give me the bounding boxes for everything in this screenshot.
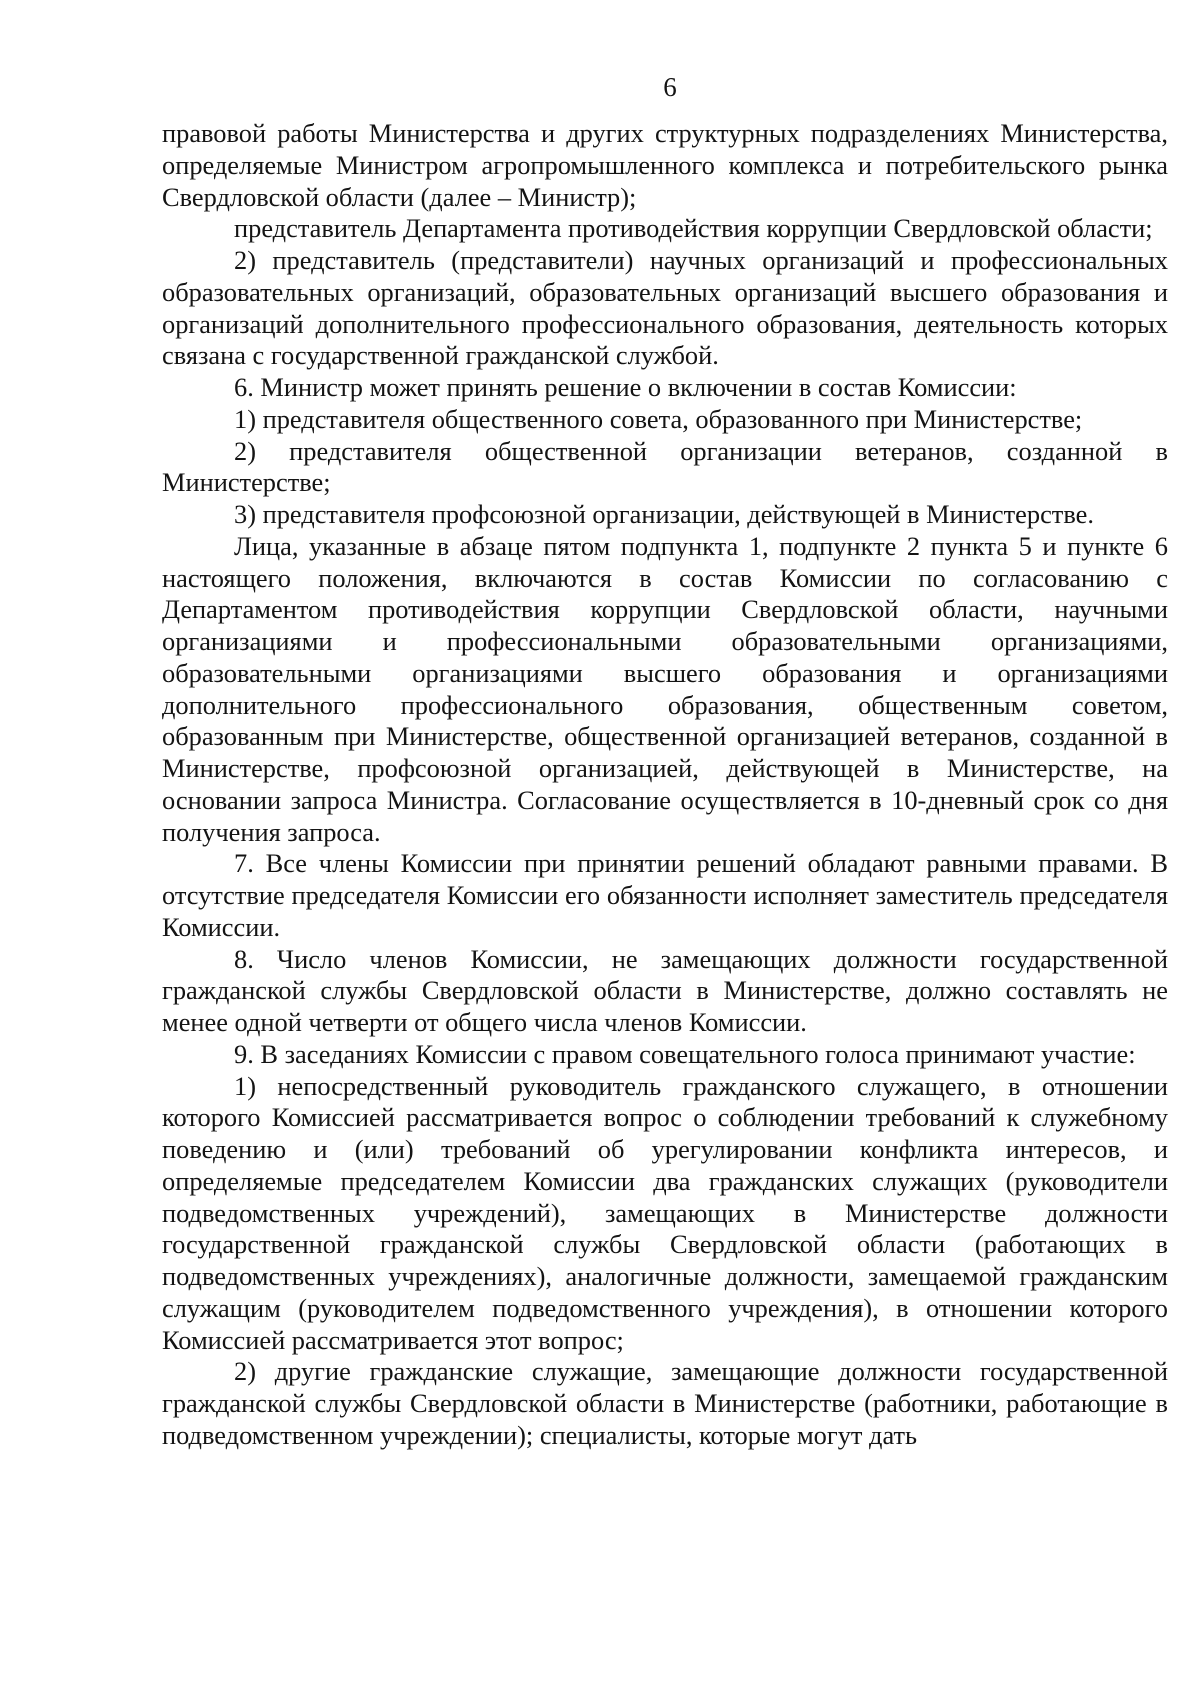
paragraph: Лица, указанные в абзаце пятом подпункта 1, подпункте 2 пункта 5 и пункте 6 настоящего положения, включаются в состав Комиссии по согласованию с Департаментом противодействия коррупции Свердловской области, научными организациями и профессиональными образовательными организациями, образовательными организациями высшего образования и организациями дополнительного профессионального образования, общественным советом, образованным при Министерстве, общественной организацией ветеранов, созданной в Министерстве, профсоюзной организацией, действующей в Министерстве, на основании запроса Министра. Согласование осуществляется в 10-дневный срок со дня получения запроса. [162, 530, 1168, 847]
paragraph: 1) представителя общественного совета, образованного при Министерстве; [234, 403, 1083, 434]
document-body [162, 118, 1168, 1452]
paragraph: 3) представителя профсоюзной организации, действующей в Министерстве. [234, 499, 1094, 529]
paragraph: 6. Министр может принять решение о включении в состав Комиссии: [234, 372, 1017, 402]
paragraph: правовой работы Министерства и других структурных подразделениях Министерства, определяемые Министром агропромышленного комплекса и потребительского рынка Свердловской области (далее – Министр); [162, 118, 1168, 212]
page-number: 6 [663, 72, 677, 102]
paragraph: 8. Число членов Комиссии, не замещающих должности государственной гражданской службы Свердловской области в Министерстве, должно составлять не менее одной четверти от общего числа членов Комиссии. [162, 943, 1168, 1037]
paragraph: представитель Департамента противодействия коррупции Свердловской области; [234, 213, 1153, 244]
paragraph: 2) представителя общественной организации ветеранов, созданной в Министерстве; [162, 435, 1168, 498]
paragraph: 9. В заседаниях Комиссии с правом совещательного голоса принимают участие: [234, 1038, 1136, 1069]
paragraph: 2) другие гражданские служащие, замещающие должности государственной гражданской службы Свердловской области в Министерстве (работники, работающие в подведомственном учреждении); специалисты, которые могут дать [162, 1356, 1168, 1450]
paragraph: 1) непосредственный руководитель гражданского служащего, в отношении которого Комиссией рассматривается вопрос о соблюдении требований к служебному поведению и (или) требований об урегулировании конфликта интересов, и определяемые председателем Комиссии два гражданских служащих (руководители подведомственных учреждений), замещающих в Министерстве должности государственной гражданской службы Свердловской области (работающих в подведомственных учреждениях), аналогичные должности, замещаемой гражданским служащим (руководителем подведомственного учреждения), в отношении которого Комиссией рассматривается этот вопрос; [162, 1070, 1168, 1355]
paragraph: 2) представитель (представители) научных организаций и профессиональных образовательных организаций, образовательных организаций высшего образования и организаций дополнительного профессионального образования, деятельность которых связана с государственной гражданской службой. [162, 245, 1168, 371]
paragraph: 7. Все члены Комиссии при принятии решений обладают равными правами. В отсутствие председателя Комиссии его обязанности исполняет заместитель председателя Комиссии. [162, 848, 1168, 942]
